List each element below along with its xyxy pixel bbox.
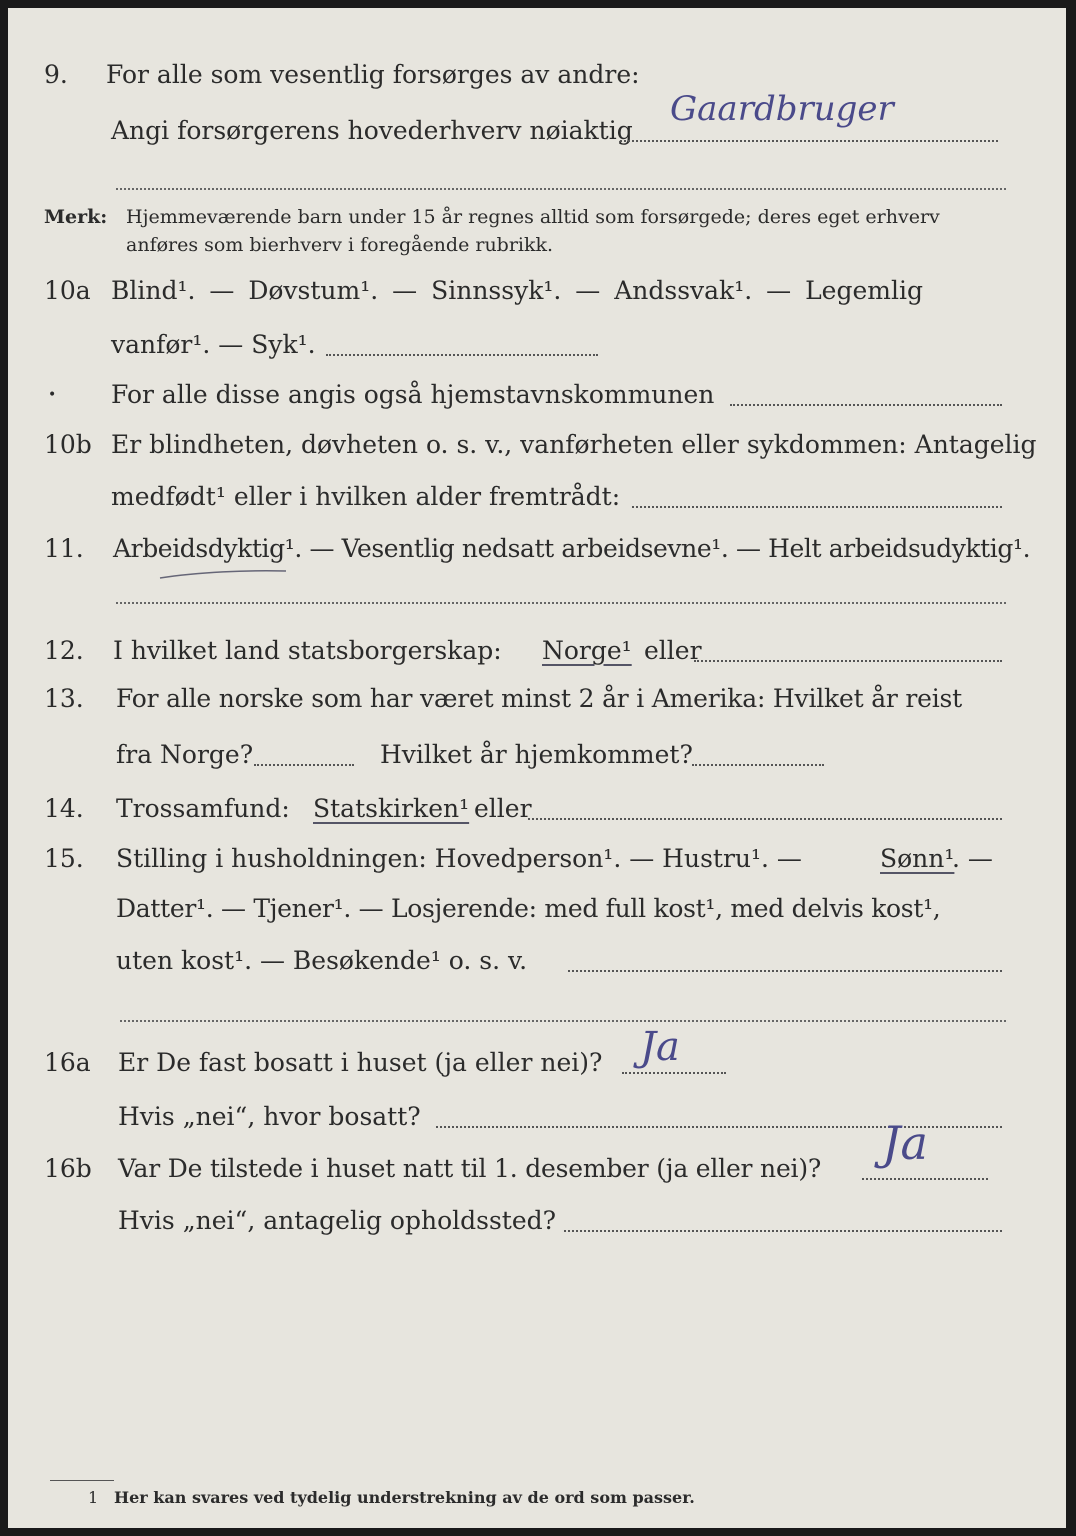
q16b-question-line2: Hvis „nei“, antagelig opholdssted? [118,1206,557,1235]
q15-question-tail: . — [952,844,993,873]
q14-number: 14. [44,794,84,823]
q14-eller: eller [474,794,532,823]
q11-extra-line [116,602,1006,604]
q12-norge-underlined: Norge¹ [542,636,632,665]
q15-answer-line [568,970,1002,972]
q9-extra-line [116,188,1006,190]
q13-question: For alle norske som har været minst 2 år i Amerika: Hvilket år reist [116,684,963,713]
q10a-question-line2: vanfør¹. — Syk¹. [111,330,316,359]
q16b-opholdssted-line [564,1230,1002,1232]
q16a-answer-line [622,1072,726,1074]
q12-eller: eller [644,636,702,665]
q16a-handwritten-answer: Ja [640,1024,680,1070]
q15-number: 15. [44,844,84,873]
q10a-answer-line [326,354,598,356]
q10a-kommune-line [730,404,1002,406]
q16b-handwritten-answer: Ja [882,1116,928,1170]
q9-handwritten-answer: Gaardbruger [670,89,894,129]
footnote-text: Her kan svares ved tydelig understrekning av de ord som passer. [114,1488,695,1507]
q13-question-line2a: fra Norge? [116,740,254,769]
footnote-mark: 1 [88,1488,99,1507]
merk-text-line2: anføres som bierhverv i foregående rubrikk. [126,234,554,256]
q14-question: Trossamfund: [116,794,290,823]
q16b-number: 16b [44,1154,92,1183]
q16b-answer-line [862,1178,988,1180]
q16a-question: Er De fast bosatt i huset (ja eller nei)? [118,1048,603,1077]
q9-question-line2: Angi forsørgerens hovederhverv nøiaktig [111,116,633,145]
footnote-rule [50,1480,114,1481]
q9-answer-line [620,140,998,142]
q14-statskirken-underlined: Statskirken¹ [313,794,470,823]
q10b-answer-line [632,506,1002,508]
q10a-number: 10a [44,276,91,305]
q16b-question: Var De tilstede i huset natt til 1. desember (ja eller nei)? [118,1154,822,1183]
q10a-question: Blind¹. — Døvstum¹. — Sinnssyk¹. — Andssvak¹. — Legemlig [111,276,923,305]
q12-number: 12. [44,636,84,665]
q14-answer-line [528,818,1002,820]
q16a-number: 16a [44,1048,91,1077]
merk-text-line1: Hjemmeværende barn under 15 år regnes alltid som forsørgede; deres eget erhverv [126,206,940,228]
q10b-number: 10b [44,430,92,459]
q15-question: Stilling i husholdningen: Hovedperson¹. — Hustru¹. — [116,844,802,873]
q13-question-line2b: Hvilket år hjemkommet? [380,740,693,769]
q16a-question-line2: Hvis „nei“, hvor bosatt? [118,1102,421,1131]
q10a-question-line3: For alle disse angis også hjemstavnskommunen [111,380,715,409]
q15-extra-line [120,1020,1006,1022]
q9-number: 9. [44,60,68,89]
q9-question: For alle som vesentlig forsørges av andre: [106,60,640,89]
q13-hjemkommet-line [692,764,824,766]
q10b-question: Er blindheten, døvheten o. s. v., vanførheten eller sykdommen: Antagelig [111,430,1037,459]
q15-question-line3: uten kost¹. — Besøkende¹ o. s. v. [116,946,528,975]
q10b-question-line2: medfødt¹ eller i hvilken alder fremtrådt: [111,482,621,511]
merk-label: Merk: [44,206,108,228]
census-form-page [8,8,1066,1528]
q11-underline-mark [158,568,288,582]
q13-reist-line [254,764,354,766]
q13-number: 13. [44,684,84,713]
q12-answer-line [694,660,1002,662]
q11-question: Arbeidsdyktig¹. — Vesentlig nedsatt arbeidsevne¹. — Helt arbeidsudyktig¹. [113,534,1031,563]
q15-sonn-underlined: Sønn¹ [880,844,955,873]
q15-question-line2: Datter¹. — Tjener¹. — Losjerende: med full kost¹, med delvis kost¹, [116,894,941,923]
q10a-bullet: • [48,387,57,403]
q12-question: I hvilket land statsborgerskap: [113,636,502,665]
q11-number: 11. [44,534,84,563]
